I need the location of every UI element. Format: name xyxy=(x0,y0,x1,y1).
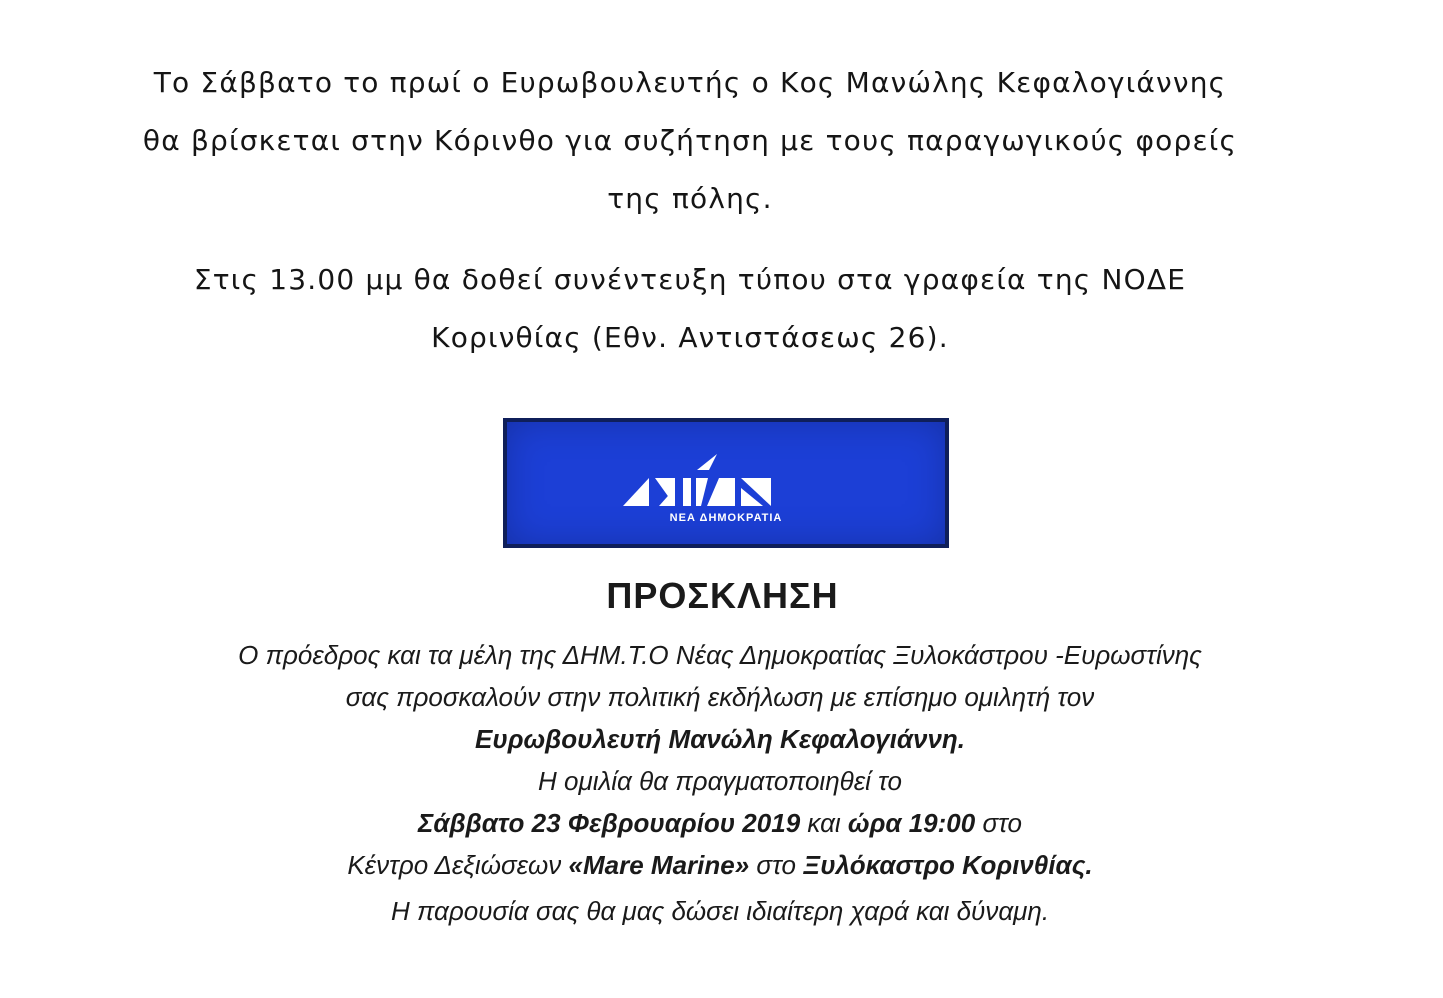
event-time: ώρα 19:00 xyxy=(847,808,976,838)
invitation-title: ΠΡΟΣΚΛΗΣΗ xyxy=(606,575,839,616)
nd-logo-icon xyxy=(503,418,949,548)
invitation-line: Ο πρόεδρος και τα μέλη της ΔΗΜ.Τ.Ο Νέας Δημοκρατίας Ξυλοκάστρου -Ευρωστίνης xyxy=(238,640,1202,670)
logo-caption: ΝΕΑ ΔΗΜΟΚΡΑΤΙΑ xyxy=(669,512,783,524)
announcement-line: θα βρίσκεται στην Κόρινθο για συζήτηση με τους παραγωγικούς φορείς xyxy=(142,124,1238,157)
date-connector: και xyxy=(807,808,841,838)
event-date: Σάββατο 23 Φεβρουαρίου 2019 xyxy=(418,808,801,838)
venue-prefix: Κέντρο Δεξιώσεων xyxy=(347,850,562,880)
time-suffix: στο xyxy=(982,808,1022,838)
venue-name: «Mare Marine» xyxy=(568,850,750,880)
speaker-name: Ευρωβουλευτή Μανώλη Κεφαλογιάννη. xyxy=(474,724,966,754)
invitation-line: Η ομιλία θα πραγματοποιηθεί το xyxy=(538,766,902,796)
announcement-line: Στις 13.00 μμ θα δοθεί συνέντευξη τύπου στα γραφεία της ΝΟΔΕ xyxy=(193,263,1187,296)
announcement-line: Κορινθίας (Εθν. Αντιστάσεως 26). xyxy=(431,321,949,354)
invitation-line: σας προσκαλούν στην πολιτική εκδήλωση με επίσημο ομιλητή τον xyxy=(345,682,1095,712)
invitation xyxy=(170,572,1270,932)
announcement-line: της πόλης. xyxy=(607,182,773,215)
nd-logo-banner xyxy=(503,418,949,548)
announcement-paragraph-2 xyxy=(60,251,1320,367)
invitation-venue xyxy=(170,844,1270,886)
invitation-speaker xyxy=(170,718,1270,760)
venue-location: Ξυλόκαστρο Κορινθίας. xyxy=(803,850,1093,880)
announcement-paragraph-1 xyxy=(60,54,1320,228)
announcement-line: Το Σάββατο το πρωί ο Ευρωβουλευτής ο Κος Μανώλης Κεφαλογιάννης xyxy=(153,66,1227,99)
invitation-closing: Η παρουσία σας θα μας δώσει ιδιαίτερη χαρά και δύναμη. xyxy=(390,896,1050,926)
venue-connector: στο xyxy=(756,850,796,880)
invitation-datetime xyxy=(170,802,1270,844)
